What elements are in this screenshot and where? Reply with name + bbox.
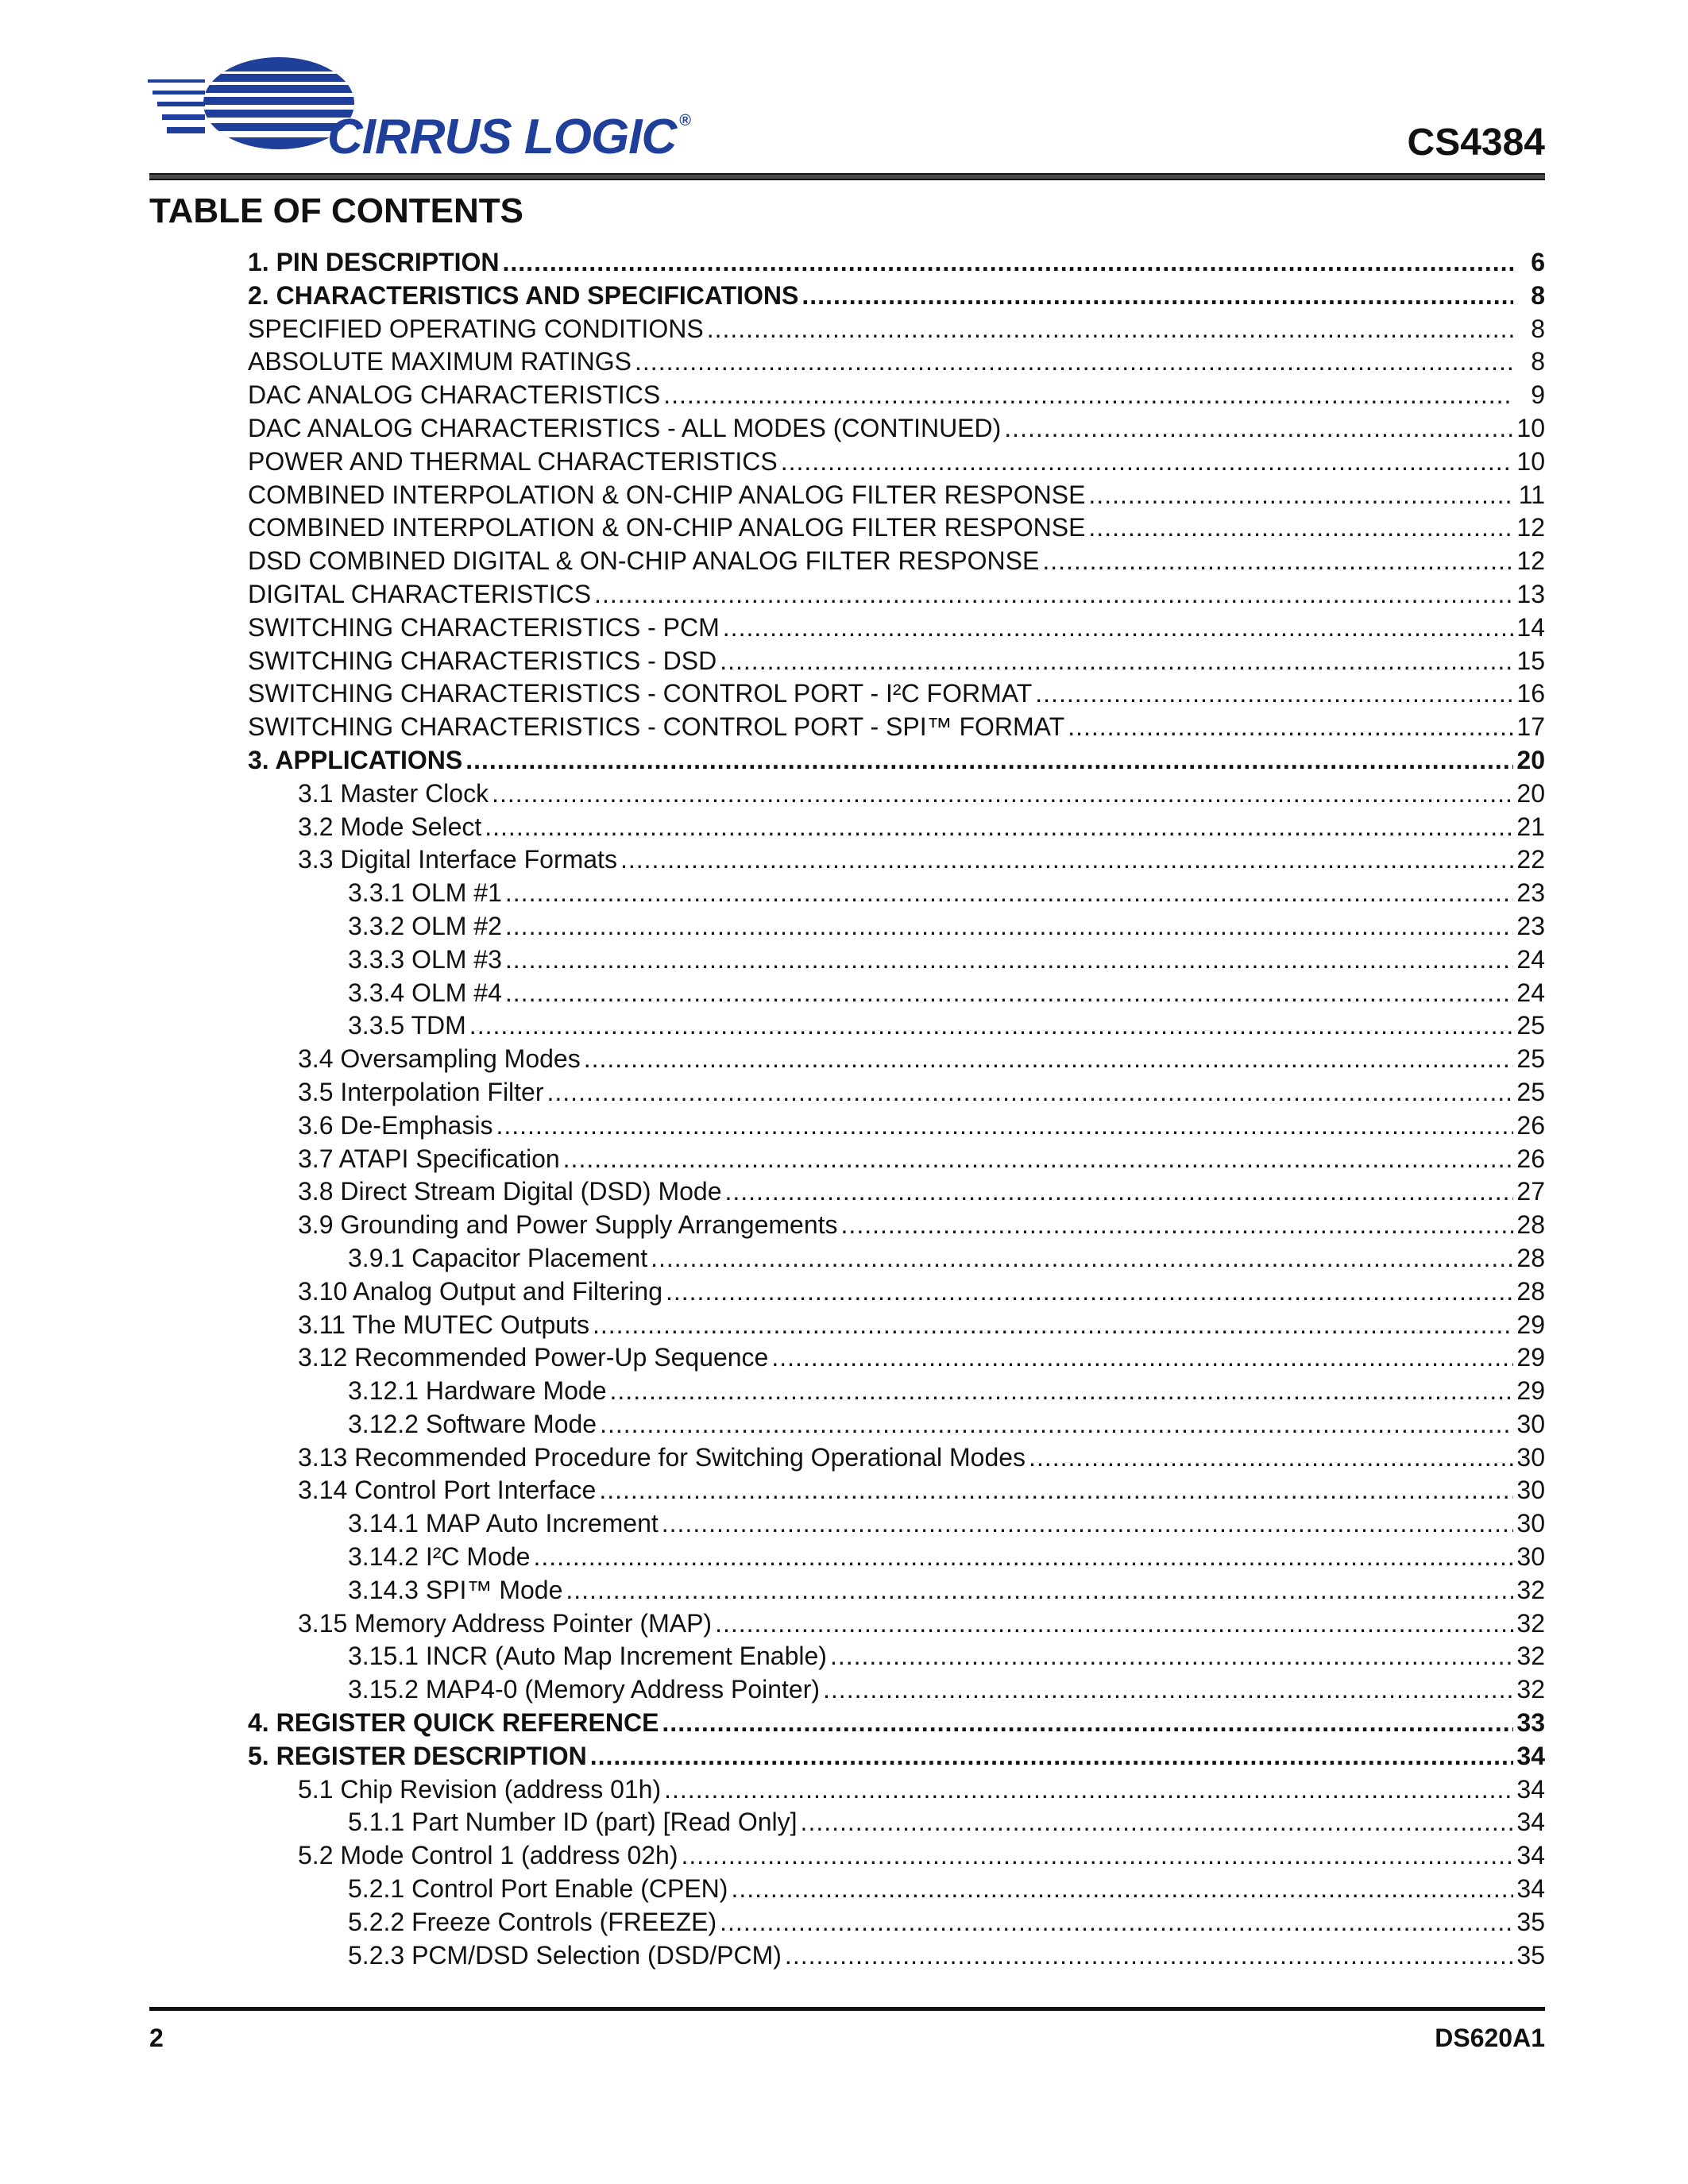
toc-entry-page: 32 <box>1516 1575 1545 1604</box>
toc-entry[interactable] <box>248 943 1545 977</box>
toc-entry-title: 3.3.5 TDM <box>348 1011 466 1040</box>
toc-entry[interactable] <box>248 1906 1545 1939</box>
toc-entry-page: 25 <box>1516 1044 1545 1074</box>
toc-entry-page: 6 <box>1531 248 1545 276</box>
document-title: CS4384 <box>1407 122 1545 164</box>
toc-entry-page: 34 <box>1516 1741 1545 1770</box>
toc-entry-page: 28 <box>1516 1276 1545 1306</box>
toc-entry-title: 5.1 Chip Revision (address 01h) <box>298 1774 662 1804</box>
toc-entry-page: 28 <box>1516 1243 1545 1272</box>
toc-entry-title: 3. APPLICATIONS <box>248 745 463 774</box>
toc-entry-page: 11 <box>1518 480 1545 509</box>
toc-dot-leader <box>599 1474 1513 1507</box>
toc-entry-title: 3.12.2 Software Mode <box>348 1409 597 1438</box>
toc-dot-leader <box>1088 511 1513 545</box>
toc-dot-leader <box>590 1740 1513 1773</box>
toc-entry-title: 5.1.1 Part Number ID (part) [Read Only] <box>348 1808 798 1837</box>
toc-entry-title: DIGITAL CHARACTERISTICS <box>248 579 592 608</box>
toc-entry-page: 34 <box>1516 1774 1545 1804</box>
toc-entry[interactable] <box>248 1375 1545 1408</box>
toc-entry-page: 24 <box>1516 978 1545 1007</box>
toc-entry-title: 1. PIN DESCRIPTION <box>248 248 500 276</box>
toc-entry-title: 3.4 Oversampling Modes <box>298 1044 581 1074</box>
toc-entry-title: 3.15.2 MAP4-0 (Memory Address Pointer) <box>348 1675 821 1704</box>
toc-entry-page: 27 <box>1516 1177 1545 1206</box>
toc-entry-page: 35 <box>1516 1907 1545 1936</box>
toc-entry-title: 3.3.4 OLM #4 <box>348 978 502 1007</box>
toc-entry-title: SPECIFIED OPERATING CONDITIONS <box>248 314 704 343</box>
toc-entry[interactable] <box>248 446 1545 479</box>
toc-dot-leader <box>584 1043 1513 1076</box>
toc-entry-title: POWER AND THERMAL CHARACTERISTICS <box>248 446 778 476</box>
toc-entry-title: 3.15 Memory Address Pointer (MAP) <box>298 1608 713 1638</box>
toc-entry[interactable] <box>248 313 1545 346</box>
toc-entry-title: COMBINED INTERPOLATION & ON-CHIP ANALOG FILTER RESPONSE <box>248 513 1086 542</box>
toc-dot-leader <box>505 943 1513 977</box>
toc-entry-page: 17 <box>1516 712 1545 742</box>
toc-entry-title: 3.9 Grounding and Power Supply Arrangements <box>298 1210 838 1240</box>
toc-dot-leader <box>492 778 1513 811</box>
toc-entry-page: 30 <box>1516 1442 1545 1472</box>
toc-dot-leader <box>664 1773 1513 1807</box>
toc-dot-leader <box>662 1707 1513 1740</box>
document-id: DS620A1 <box>1435 2024 1545 2052</box>
toc-dot-leader <box>771 1341 1513 1375</box>
toc-dot-leader <box>547 1076 1514 1109</box>
toc-entry-title: 3.5 Interpolation Filter <box>298 1077 544 1106</box>
toc-entry-page: 10 <box>1516 446 1545 476</box>
toc-entry[interactable] <box>248 1242 1545 1275</box>
toc-entry-title: 3.14 Control Port Interface <box>298 1476 597 1505</box>
toc-entry[interactable] <box>248 1839 1545 1873</box>
toc-dot-leader <box>801 1806 1513 1839</box>
toc-entry[interactable] <box>248 744 1545 778</box>
toc-dot-leader <box>662 1507 1513 1541</box>
toc-entry-title: 3.14.2 I²C Mode <box>348 1542 531 1572</box>
toc-dot-leader <box>681 1839 1513 1873</box>
toc-entry[interactable] <box>248 1076 1545 1109</box>
toc-entry[interactable] <box>248 578 1545 612</box>
toc-entry[interactable] <box>248 1474 1545 1507</box>
toc-dot-leader <box>724 1175 1513 1209</box>
toc-entry[interactable] <box>248 1773 1545 1807</box>
toc-dot-leader <box>563 1143 1513 1176</box>
toc-entry-title: 3.6 De-Emphasis <box>298 1110 493 1140</box>
toc-entry-page: 34 <box>1516 1874 1545 1904</box>
toc-entry-title: 3.8 Direct Stream Digital (DSD) Mode <box>298 1177 722 1206</box>
toc-dot-leader <box>593 1309 1513 1342</box>
toc-entry-page: 26 <box>1516 1110 1545 1140</box>
toc-dot-leader <box>620 843 1513 877</box>
brand-name <box>327 110 690 164</box>
toc-entry[interactable] <box>248 1009 1545 1043</box>
toc-entry[interactable] <box>248 612 1545 645</box>
toc-dot-leader <box>1035 677 1513 711</box>
toc-entry-page: 20 <box>1516 745 1545 774</box>
toc-dot-leader <box>505 877 1513 910</box>
toc-entry-title: 3.14.1 MAP Auto Increment <box>348 1509 659 1538</box>
toc-entry[interactable] <box>248 1408 1545 1441</box>
toc-entry[interactable] <box>248 1806 1545 1839</box>
toc-dot-leader <box>1004 412 1513 446</box>
toc-entry-page: 21 <box>1516 812 1545 841</box>
toc-entry-title: 2. CHARACTERISTICS AND SPECIFICATIONS <box>248 280 799 310</box>
toc-dot-leader <box>802 280 1513 313</box>
toc-entry-title: DAC ANALOG CHARACTERISTICS <box>248 380 661 410</box>
footer-divider <box>149 2007 1545 2011</box>
page-number: 2 <box>149 2024 164 2052</box>
toc-entry-page: 23 <box>1516 878 1545 908</box>
toc-entry-page: 29 <box>1516 1376 1545 1406</box>
toc-entry[interactable] <box>248 1939 1545 1973</box>
toc-dot-leader <box>1088 479 1513 512</box>
toc-entry[interactable] <box>248 1209 1545 1242</box>
toc-dot-leader <box>594 578 1513 612</box>
toc-dot-leader <box>600 1408 1513 1441</box>
toc-entry[interactable] <box>248 1175 1545 1209</box>
toc-dot-leader <box>496 1109 1513 1143</box>
toc-dot-leader <box>503 246 1514 280</box>
toc-entry-title: DAC ANALOG CHARACTERISTICS - ALL MODES (CONTINUED) <box>248 413 1002 442</box>
toc-entry[interactable] <box>248 811 1545 844</box>
toc-dot-leader <box>781 446 1513 479</box>
toc-entry[interactable] <box>248 645 1545 678</box>
toc-entry[interactable] <box>248 910 1545 943</box>
toc-entry-title: 5.2.2 Freeze Controls (FREEZE) <box>348 1907 717 1936</box>
toc-entry-page: 16 <box>1516 679 1545 708</box>
toc-dot-leader <box>610 1375 1513 1408</box>
toc-entry[interactable] <box>248 1341 1545 1375</box>
toc-dot-leader <box>723 612 1513 645</box>
toc-entry-title: 3.14.3 SPI™ Mode <box>348 1575 563 1604</box>
toc-entry-page: 26 <box>1516 1144 1545 1173</box>
toc-entry-title: COMBINED INTERPOLATION & ON-CHIP ANALOG FILTER RESPONSE <box>248 480 1086 509</box>
toc-dot-leader <box>505 977 1513 1010</box>
toc-entry-page: 10 <box>1516 413 1545 442</box>
toc-entry-page: 24 <box>1516 944 1545 974</box>
toc-entry-page: 22 <box>1516 845 1545 874</box>
toc-dot-leader <box>465 744 1513 778</box>
toc-entry-title: 3.3.2 OLM #2 <box>348 911 502 940</box>
toc-entry-title: 4. REGISTER QUICK REFERENCE <box>248 1708 659 1738</box>
toc-entry[interactable] <box>248 280 1545 313</box>
toc-dot-leader <box>566 1574 1513 1607</box>
toc-dot-leader <box>785 1939 1513 1973</box>
toc-entry[interactable] <box>248 1707 1545 1740</box>
toc-dot-leader <box>823 1673 1513 1707</box>
toc-entry[interactable] <box>248 677 1545 711</box>
toc-entry-title: 3.3.3 OLM #3 <box>348 944 502 974</box>
toc-entry-page: 12 <box>1516 513 1545 542</box>
toc-entry-page: 12 <box>1516 546 1545 576</box>
toc-entry-page: 14 <box>1516 612 1545 642</box>
toc-entry[interactable] <box>248 1574 1545 1607</box>
toc-entry-page: 20 <box>1516 778 1545 808</box>
toc-entry-page: 35 <box>1516 1940 1545 1970</box>
toc-entry-title: 3.3.1 OLM #1 <box>348 878 502 908</box>
toc-entry-page: 28 <box>1516 1210 1545 1240</box>
toc-entry-title: DSD COMBINED DIGITAL & ON-CHIP ANALOG FILTER RESPONSE <box>248 546 1040 576</box>
toc-list <box>248 246 1545 1972</box>
toc-entry-page: 30 <box>1516 1509 1545 1538</box>
toc-entry-page: 32 <box>1516 1675 1545 1704</box>
toc-entry-title: SWITCHING CHARACTERISTICS - CONTROL PORT - I²C FORMAT <box>248 679 1033 708</box>
toc-entry-title: 3.7 ATAPI Specification <box>298 1144 560 1173</box>
toc-entry-page: 9 <box>1531 380 1545 410</box>
toc-entry-title: 3.2 Mode Select <box>298 812 482 841</box>
registered-mark: ® <box>679 112 690 129</box>
toc-entry-page: 33 <box>1516 1708 1545 1738</box>
toc-entry-title: 3.12 Recommended Power-Up Sequence <box>298 1343 769 1372</box>
toc-entry-title: 3.11 The MUTEC Outputs <box>298 1310 589 1339</box>
toc-entry-page: 34 <box>1516 1841 1545 1870</box>
toc-entry-page: 32 <box>1516 1642 1545 1671</box>
toc-dot-leader <box>1029 1441 1513 1475</box>
toc-entry[interactable] <box>248 412 1545 446</box>
toc-entry-page: 30 <box>1516 1542 1545 1572</box>
toc-entry-page: 25 <box>1516 1077 1545 1106</box>
toc-dot-leader <box>720 1906 1513 1939</box>
toc-entry[interactable] <box>248 479 1545 512</box>
toc-dot-leader <box>505 910 1513 943</box>
toc-entry-page: 32 <box>1516 1608 1545 1638</box>
toc-entry-page: 29 <box>1516 1310 1545 1339</box>
toc-entry[interactable] <box>248 379 1545 412</box>
toc-heading: TABLE OF CONTENTS <box>149 191 523 230</box>
toc-dot-leader <box>485 811 1513 844</box>
toc-entry-title: 3.1 Master Clock <box>298 778 489 808</box>
toc-entry-page: 8 <box>1531 280 1545 310</box>
toc-entry-page: 29 <box>1516 1343 1545 1372</box>
brand-name-text: CIRRUS LOGIC <box>327 110 677 164</box>
toc-entry[interactable] <box>248 1873 1545 1906</box>
toc-entry[interactable] <box>248 778 1545 811</box>
toc-entry[interactable] <box>248 246 1545 280</box>
toc-dot-leader <box>731 1873 1513 1906</box>
toc-entry-page: 30 <box>1516 1476 1545 1505</box>
toc-dot-leader <box>635 345 1513 379</box>
toc-entry-page: 8 <box>1531 347 1545 376</box>
toc-entry-title: 3.10 Analog Output and Filtering <box>298 1276 662 1306</box>
toc-entry-title: 3.15.1 INCR (Auto Map Increment Enable) <box>348 1642 827 1671</box>
toc-dot-leader <box>1068 711 1513 744</box>
toc-dot-leader <box>533 1541 1513 1574</box>
toc-entry-title: SWITCHING CHARACTERISTICS - PCM <box>248 612 720 642</box>
toc-dot-leader <box>666 1275 1513 1309</box>
toc-entry[interactable] <box>248 1275 1545 1309</box>
toc-dot-leader <box>715 1607 1513 1641</box>
toc-dot-leader <box>720 645 1513 678</box>
header-divider <box>149 173 1545 180</box>
toc-entry[interactable] <box>248 843 1545 877</box>
toc-entry[interactable] <box>248 1541 1545 1574</box>
toc-entry[interactable] <box>248 1607 1545 1641</box>
toc-dot-leader <box>1042 545 1513 578</box>
toc-entry-page: 34 <box>1516 1808 1545 1837</box>
toc-entry-title: 5.2 Mode Control 1 (address 02h) <box>298 1841 678 1870</box>
toc-entry[interactable] <box>248 1640 1545 1673</box>
toc-entry[interactable] <box>248 977 1545 1010</box>
toc-entry[interactable] <box>248 1309 1545 1342</box>
toc-entry[interactable] <box>248 1740 1545 1773</box>
toc-dot-leader <box>663 379 1513 412</box>
toc-entry-title: SWITCHING CHARACTERISTICS - CONTROL PORT - SPI™ FORMAT <box>248 712 1065 742</box>
toc-entry[interactable] <box>248 345 1545 379</box>
toc-dot-leader <box>841 1209 1513 1242</box>
toc-entry-page: 23 <box>1516 911 1545 940</box>
toc-dot-leader <box>707 313 1513 346</box>
toc-entry-page: 30 <box>1516 1409 1545 1438</box>
toc-entry[interactable] <box>248 877 1545 910</box>
toc-entry[interactable] <box>248 511 1545 545</box>
toc-entry-page: 13 <box>1516 579 1545 608</box>
toc-entry-page: 8 <box>1531 314 1545 343</box>
toc-entry[interactable] <box>248 711 1545 744</box>
toc-entry-title: 3.12.1 Hardware Mode <box>348 1376 607 1406</box>
toc-entry[interactable] <box>248 1143 1545 1176</box>
toc-entry-title: 3.13 Recommended Procedure for Switching Operational Modes <box>298 1442 1026 1472</box>
toc-entry-title: SWITCHING CHARACTERISTICS - DSD <box>248 646 717 675</box>
toc-entry-title: 5. REGISTER DESCRIPTION <box>248 1741 587 1770</box>
toc-entry-title: 5.2.1 Control Port Enable (CPEN) <box>348 1874 728 1904</box>
toc-entry-title: 3.9.1 Capacitor Placement <box>348 1243 648 1272</box>
toc-entry-title: 5.2.3 PCM/DSD Selection (DSD/PCM) <box>348 1940 782 1970</box>
toc-entry-title: ABSOLUTE MAXIMUM RATINGS <box>248 347 632 376</box>
toc-entry[interactable] <box>248 1441 1545 1475</box>
toc-entry[interactable] <box>248 1043 1545 1076</box>
toc-entry-page: 25 <box>1516 1011 1545 1040</box>
toc-entry[interactable] <box>248 545 1545 578</box>
toc-entry[interactable] <box>248 1673 1545 1707</box>
toc-dot-leader <box>830 1640 1513 1673</box>
toc-entry-title: 3.3 Digital Interface Formats <box>298 845 617 874</box>
toc-entry[interactable] <box>248 1109 1545 1143</box>
toc-dot-leader <box>651 1242 1513 1275</box>
toc-entry[interactable] <box>248 1507 1545 1541</box>
toc-dot-leader <box>469 1009 1513 1043</box>
toc-entry-page: 15 <box>1516 646 1545 675</box>
